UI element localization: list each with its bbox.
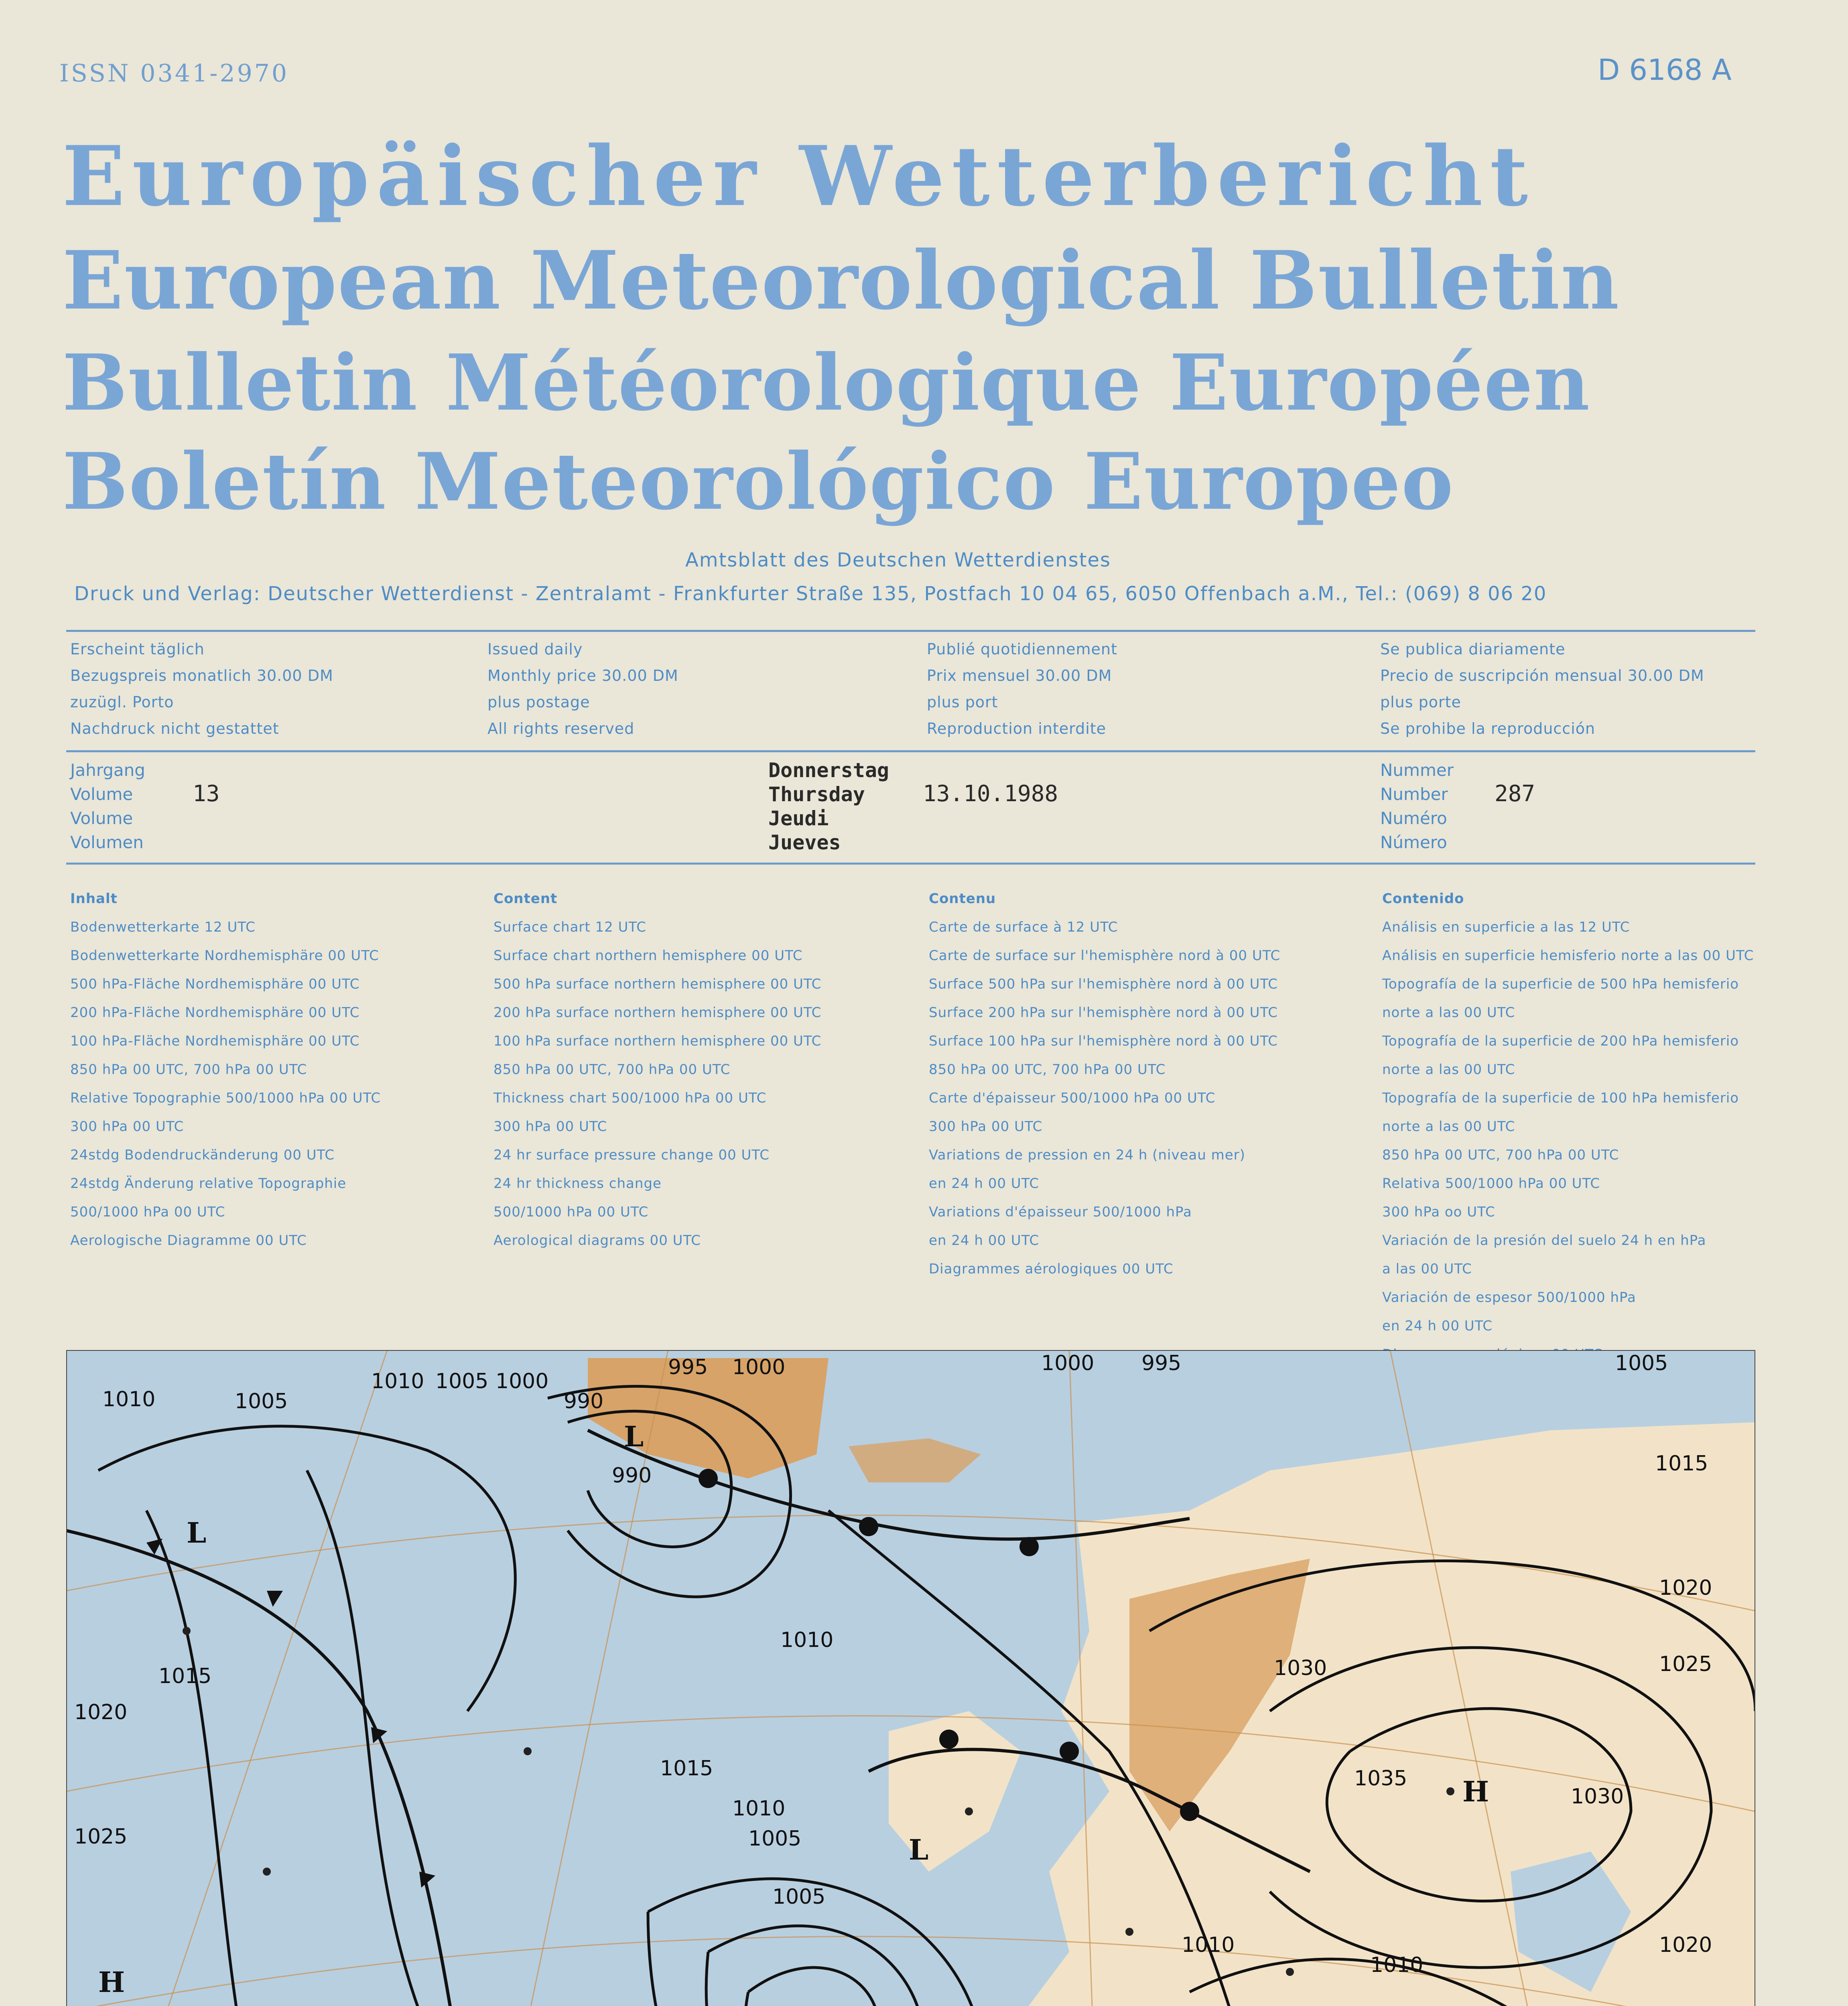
subscription-line: plus postage: [487, 693, 590, 711]
issue-number: 287: [1495, 781, 1535, 807]
subscription-line: Publié quotidiennement: [927, 640, 1117, 658]
isobar-label: 1005: [1615, 1351, 1668, 1375]
occlusion-symbol: [699, 1469, 718, 1488]
subscription-line: Prix mensuel 30.00 DM: [927, 667, 1112, 684]
subscription-line: All rights reserved: [487, 720, 635, 737]
isobar-label: 1015: [1655, 1452, 1708, 1476]
contents-german: [70, 885, 381, 1255]
contents-item: norte a las 00 UTC: [1382, 1005, 1515, 1021]
contents-item: Carte d'épaisseur 500/1000 hPa 00 UTC: [929, 1090, 1216, 1106]
isobar-label: 1010: [1370, 1953, 1424, 1977]
occlusion-symbol: [859, 1517, 878, 1536]
contents-item: Surface chart 12 UTC: [493, 919, 647, 935]
isobar-label: 1010: [780, 1628, 834, 1652]
isobar-label: 1010: [371, 1369, 424, 1393]
contents-item: 300 hPa oo UTC: [1382, 1204, 1495, 1220]
isobar-label: 1005: [235, 1389, 288, 1413]
contents-item: Aerological diagrams 00 UTC: [493, 1232, 701, 1249]
subscription-line: plus porte: [1380, 693, 1461, 711]
subscription-english: [487, 636, 678, 742]
contents-item: norte a las 00 UTC: [1382, 1119, 1515, 1135]
surface-weather-map: [66, 1350, 1755, 2006]
contents-item: en 24 h 00 UTC: [929, 1232, 1040, 1249]
number-label: Número: [1380, 832, 1447, 852]
isobar-label: 1000: [496, 1369, 549, 1393]
contents-item: Surface chart northern hemisphere 00 UTC: [493, 948, 803, 964]
subscription-line: Se prohibe la reproducción: [1380, 720, 1596, 737]
low-center: L: [909, 1833, 929, 1866]
contents-item: 500 hPa surface northern hemisphere 00 UTC: [493, 976, 822, 992]
isobar-label: 995: [668, 1355, 708, 1379]
subscription-line: plus port: [927, 693, 998, 711]
station-dot: [524, 1747, 532, 1755]
station-dot: [1446, 1787, 1454, 1795]
contents-item: Surface 200 hPa sur l'hemisphère nord à 00 UTC: [929, 1005, 1278, 1021]
low-center: L: [187, 1516, 207, 1549]
day-label: Thursday: [768, 783, 865, 806]
contents-item: 500/1000 hPa 00 UTC: [493, 1204, 649, 1220]
station-dot: [965, 1807, 973, 1815]
title-german: Europäischer Wetterbericht: [62, 128, 1535, 225]
contents-item: Análisis en superficie a las 12 UTC: [1382, 919, 1630, 935]
subscription-line: Precio de suscripción mensual 30.00 DM: [1380, 667, 1704, 684]
isobar-label: 1000: [732, 1355, 786, 1379]
day-label: Jueves: [768, 831, 841, 854]
isobar-label: 990: [612, 1464, 652, 1488]
station-dot: [1286, 1968, 1294, 1976]
contents-item: 100 hPa-Fläche Nordhemisphäre 00 UTC: [70, 1033, 360, 1049]
subscription-line: Monthly price 30.00 DM: [487, 667, 678, 684]
contents-item: Diagrammes aérologiques 00 UTC: [929, 1261, 1174, 1277]
contents-item: 24 hr thickness change: [493, 1176, 662, 1192]
divider: [66, 750, 1755, 752]
warm-front-semicircle: [1060, 1742, 1079, 1761]
contents-french: [929, 885, 1280, 1283]
divider: [66, 630, 1755, 632]
subscription-french: [927, 636, 1117, 742]
contents-item: 100 hPa surface northern hemisphere 00 UTC: [493, 1033, 822, 1049]
contents-item: 24 hr surface pressure change 00 UTC: [493, 1147, 770, 1163]
subtitle: Amtsblatt des Deutschen Wetterdienstes: [685, 549, 1111, 571]
high-center: H: [98, 1965, 125, 1999]
contents-item: en 24 h 00 UTC: [929, 1176, 1040, 1192]
subscription-line: Erscheint täglich: [70, 640, 205, 658]
day-labels: [768, 758, 889, 855]
publication-code: D 6168 A: [1598, 53, 1732, 87]
contents-item: Variación de espesor 500/1000 hPa: [1382, 1289, 1636, 1306]
day-label: Donnerstag: [768, 759, 889, 782]
contents-item: Topografía de la superficie de 200 hPa hemisferio: [1382, 1033, 1739, 1049]
isobar-label: 1030: [1571, 1785, 1624, 1809]
contents-item: 850 hPa 00 UTC, 700 hPa 00 UTC: [929, 1062, 1166, 1078]
station-dot: [1125, 1928, 1133, 1936]
isobar-label: 1030: [1274, 1656, 1327, 1680]
subscription-line: Issued daily: [487, 640, 583, 658]
isobar-label: 1020: [74, 1700, 128, 1724]
contents-item: 24stdg Änderung relative Topographie: [70, 1176, 347, 1192]
contents-item: 500/1000 hPa 00 UTC: [70, 1204, 225, 1220]
contents-heading: Contenu: [929, 891, 996, 907]
contents-item: a las 00 UTC: [1382, 1261, 1472, 1277]
volume-value: 13: [193, 781, 220, 807]
isobar-label: 1010: [732, 1797, 786, 1821]
volume-label: Volume: [70, 784, 133, 804]
contents-item: Variación de la presión del suelo 24 h en hPa: [1382, 1232, 1706, 1249]
contents-english: [493, 885, 821, 1255]
contents-item: Thickness chart 500/1000 hPa 00 UTC: [493, 1090, 767, 1106]
contents-item: norte a las 00 UTC: [1382, 1062, 1515, 1078]
low-center: L: [624, 1420, 644, 1453]
volume-labels: [70, 758, 145, 855]
contents-item: Relative Topographie 500/1000 hPa 00 UTC: [70, 1090, 381, 1106]
isobar-label: 1015: [158, 1664, 212, 1688]
issn: ISSN 0341-2970: [59, 59, 289, 87]
contents-item: Variations de pression en 24 h (niveau mer): [929, 1147, 1245, 1163]
warm-front-semicircle: [939, 1730, 959, 1749]
isobar-label: 990: [564, 1389, 604, 1413]
title-french: Bulletin Météorologique Européen: [62, 338, 1591, 428]
isobar-label: 1015: [660, 1756, 713, 1781]
volume-label: Volumen: [70, 832, 144, 852]
contents-item: Topografía de la superficie de 100 hPa hemisferio: [1382, 1090, 1739, 1106]
publisher-line: Druck und Verlag: Deutscher Wetterdienst - Zentralamt - Frankfurter Straße 135, Postfach 10 04 65, 6050 Offenbach a.M., Tel.: (069) 8 06 20: [74, 583, 1547, 605]
isobar-label: 1005: [435, 1369, 489, 1393]
subscription-spanish: [1380, 636, 1704, 742]
divider: [66, 863, 1755, 865]
isobar-label: 1025: [1659, 1652, 1712, 1676]
contents-item: Relativa 500/1000 hPa 00 UTC: [1382, 1176, 1600, 1192]
volume-label: Volume: [70, 808, 133, 828]
contents-item: 200 hPa surface northern hemisphere 00 UTC: [493, 1005, 822, 1021]
subscription-line: Nachdruck nicht gestattet: [70, 720, 279, 737]
contents-item: 850 hPa 00 UTC, 700 hPa 00 UTC: [493, 1062, 731, 1078]
warm-front-semicircle: [1180, 1802, 1199, 1821]
isobar-label: 1020: [1659, 1576, 1712, 1600]
isobar-label: 1025: [74, 1825, 128, 1849]
isobar-label: 1010: [102, 1387, 156, 1411]
contents-item: Surface 100 hPa sur l'hemisphère nord à 00 UTC: [929, 1033, 1278, 1049]
isobar-label: 995: [1141, 1351, 1182, 1375]
contents-heading: Content: [493, 891, 558, 907]
contents-item: Variations d'épaisseur 500/1000 hPa: [929, 1204, 1192, 1220]
contents-item: 850 hPa 00 UTC, 700 hPa 00 UTC: [1382, 1147, 1619, 1163]
number-label: Number: [1380, 784, 1448, 804]
contents-item: Carte de surface à 12 UTC: [929, 919, 1118, 935]
contents-item: Bodenwetterkarte Nordhemisphäre 00 UTC: [70, 948, 379, 964]
contents-item: Surface 500 hPa sur l'hemisphère nord à 00 UTC: [929, 976, 1278, 992]
subscription-line: Reproduction interdite: [927, 720, 1107, 737]
isobar-label: 1005: [748, 1827, 802, 1851]
contents-item: 300 hPa 00 UTC: [493, 1119, 607, 1135]
subscription-german: [70, 636, 333, 742]
contents-item: 24stdg Bodendruckänderung 00 UTC: [70, 1147, 335, 1163]
contents-item: 850 hPa 00 UTC, 700 hPa 00 UTC: [70, 1062, 307, 1078]
contents-heading: Contenido: [1382, 891, 1464, 907]
contents-heading: Inhalt: [70, 891, 118, 907]
contents-item: 500 hPa-Fläche Nordhemisphäre 00 UTC: [70, 976, 360, 992]
contents-item: 300 hPa 00 UTC: [70, 1119, 184, 1135]
occlusion-symbol: [1019, 1537, 1039, 1556]
station-dot: [263, 1868, 271, 1876]
isobar-label: 1000: [1041, 1351, 1095, 1375]
contents-item: 300 hPa 00 UTC: [929, 1119, 1043, 1135]
title-spanish: Boletín Meteorológico Europeo: [62, 436, 1454, 527]
day-label: Jeudi: [768, 807, 829, 830]
contents-item: 200 hPa-Fläche Nordhemisphäre 00 UTC: [70, 1005, 360, 1021]
contents-item: en 24 h 00 UTC: [1382, 1318, 1493, 1334]
title-english: European Meteorological Bulletin: [62, 233, 1620, 328]
issue-date: 13.10.1988: [923, 781, 1058, 807]
contents-item: Análisis en superficie hemisferio norte a las 00 UTC: [1382, 948, 1754, 964]
subscription-line: Bezugspreis monatlich 30.00 DM: [70, 667, 333, 684]
contents-item: Bodenwetterkarte 12 UTC: [70, 919, 256, 935]
contents-spanish: [1382, 885, 1754, 1369]
number-label: Nummer: [1380, 760, 1454, 780]
number-label: Numéro: [1380, 808, 1447, 828]
station-dot: [183, 1627, 191, 1635]
volume-label: Jahrgang: [70, 760, 145, 780]
contents-item: Aerologische Diagramme 00 UTC: [70, 1232, 307, 1249]
subscription-line: zuzügl. Porto: [70, 693, 174, 711]
isobar-label: 1020: [1659, 1933, 1712, 1957]
high-center: H: [1462, 1775, 1489, 1808]
contents-item: Topografía de la superficie de 500 hPa hemisferio: [1382, 976, 1739, 992]
subscription-line: Se publica diariamente: [1380, 640, 1566, 658]
isobar-label: 1035: [1354, 1766, 1407, 1791]
isobar-label: 1010: [1182, 1933, 1235, 1957]
number-labels: [1380, 758, 1454, 855]
isobar-label: 1005: [772, 1885, 826, 1909]
contents-item: Carte de surface sur l'hemisphère nord à 00 UTC: [929, 948, 1281, 964]
